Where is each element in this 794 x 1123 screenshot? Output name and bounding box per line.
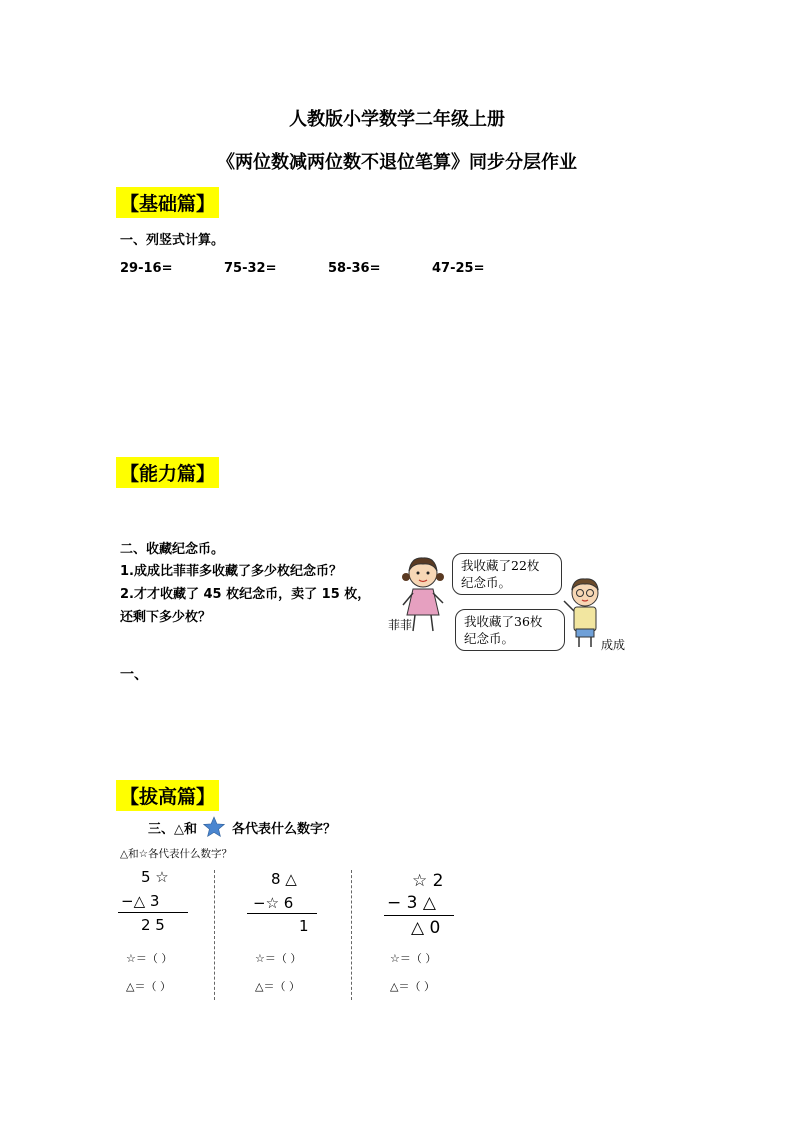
speech-bubble-girl: 我收藏了22枚 纪念币。	[452, 553, 562, 595]
problem-2-answer-star: ☆＝（ ）	[255, 952, 302, 965]
question-3-prefix: 三、△和	[148, 822, 197, 837]
problem-3-row-1: ☆ 2	[412, 871, 444, 891]
equation-2: 75-32=	[224, 261, 277, 276]
equation-4: 47-25=	[432, 261, 485, 276]
problem-1-row-2: −△ 3	[121, 892, 160, 910]
problem-3-rule	[384, 915, 454, 916]
question-2-sub-2-cont: 还剩下多少枚？	[120, 610, 212, 625]
section-badge-ability: 【能力篇】	[116, 457, 219, 488]
star-icon	[203, 816, 225, 838]
problem-3-answer-star: ☆＝（ ）	[390, 952, 437, 965]
problem-1-answer-star: ☆＝（ ）	[126, 952, 173, 965]
problem-1-result: 2 5	[141, 916, 165, 934]
answer-prefix: 一、	[120, 667, 148, 683]
problem-2-row-1: 8 △	[271, 870, 297, 888]
problem-3-row-2: − 3 △	[387, 893, 436, 913]
equation-1: 29-16=	[120, 261, 173, 276]
question-2-sub-1: 1.成成比菲菲多收藏了多少枚纪念币？	[120, 564, 342, 579]
problem-1-row-1: 5 ☆	[141, 868, 169, 886]
problem-2-rule	[247, 913, 317, 914]
speech-bubble-boy: 我收藏了36枚 纪念币。	[455, 609, 565, 651]
section-badge-advanced: 【拔高篇】	[116, 780, 219, 811]
problem-2-answer-triangle: △＝（ ）	[255, 980, 300, 993]
equation-3: 58-36=	[328, 261, 381, 276]
question-2: 二、收藏纪念币。	[120, 542, 225, 557]
name-girl: 菲菲	[388, 618, 413, 632]
page-title: 人教版小学数学二年级上册	[289, 109, 505, 130]
column-separator-1	[214, 870, 215, 1000]
page-subtitle: 《两位数减两位数不退位笔算》同步分层作业	[217, 152, 577, 173]
question-1: 一、列竖式计算。	[120, 233, 225, 248]
question-2-sub-2: 2.才才收藏了 45 枚纪念币，卖了 15 枚，	[120, 587, 371, 602]
problem-3-answer-triangle: △＝（ ）	[390, 980, 435, 993]
column-separator-2	[351, 870, 352, 1000]
name-boy: 成成	[601, 638, 626, 652]
problem-2-row-2: −☆ 6	[253, 894, 294, 912]
problem-2-result: 1	[299, 917, 309, 935]
puzzle-instruction: △和☆各代表什么数字？	[120, 848, 232, 860]
question-3-suffix: 各代表什么数字？	[232, 822, 337, 837]
section-badge-basic: 【基础篇】	[116, 187, 219, 218]
problem-1-answer-triangle: △＝（ ）	[126, 980, 171, 993]
problem-3-result: △ 0	[411, 918, 441, 938]
problem-1-rule	[118, 912, 188, 913]
